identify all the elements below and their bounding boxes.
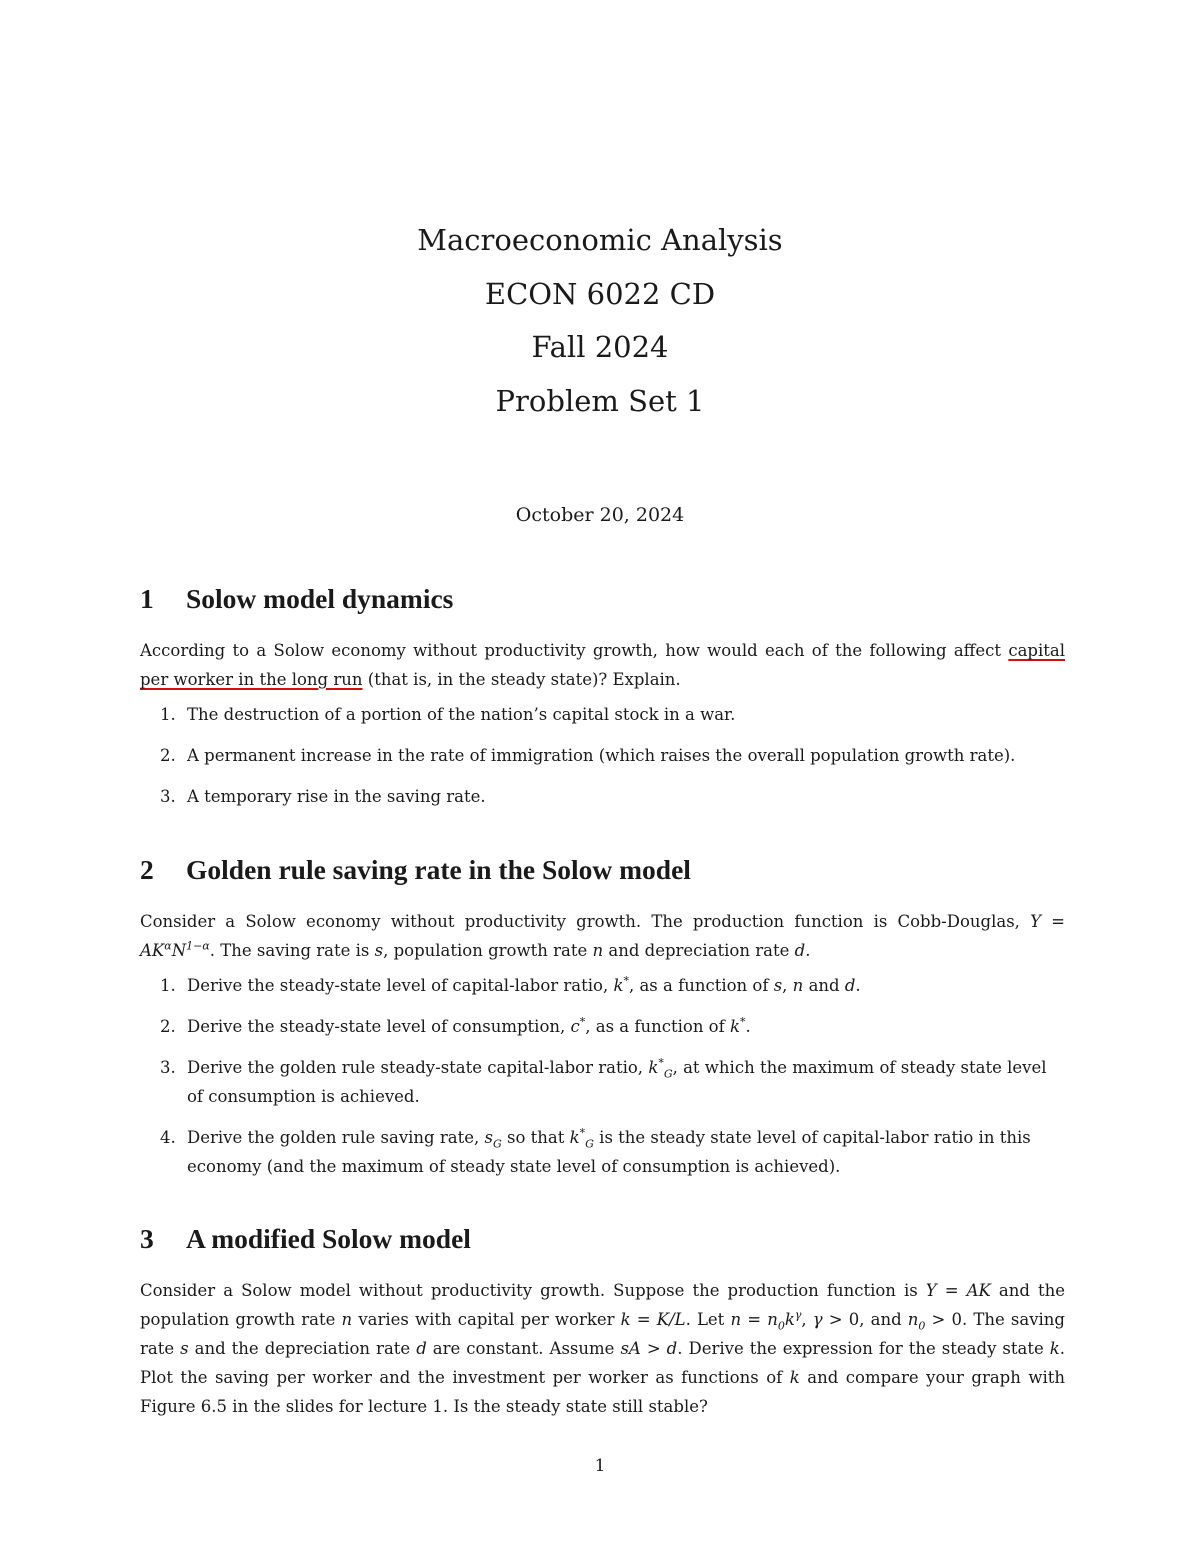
section-body: Consider a Solow model without productivity growth. Suppose the production function is Y = AK and the population growth rate n varies with capital per worker k = K/L. Let $n = n_0k^\gamma$, γ > 0, and $n_0 > 0$. The saving rate s and the depreciation rate d are constant. Assume sA > d. Derive the expression for the steady state k. Plot the saving per worker and the investment per worker as functions of k and compare your graph with Figure 6.5 in the slides for lecture 1. Is the steady state still stable?: [140, 1281, 1066, 1416]
list-item-text: Derive the golden rule saving rate,: [187, 1128, 480, 1147]
document-date: October 20, 2024: [515, 504, 685, 526]
section-title: Solow model dynamics: [186, 583, 454, 614]
underlined-phrase: capital per worker in the long run: [140, 641, 1065, 689]
list-item-text: and: [808, 976, 840, 995]
list-item-text: Derive the steady-state level of capital-labor ratio,: [187, 976, 609, 995]
intro-text: According to a Solow economy without productivity growth, how would each of the following affect: [140, 641, 1009, 660]
math-formula: k: [620, 1310, 631, 1329]
body-text: and the population growth rate: [140, 1281, 1065, 1329]
section-1: [140, 582, 1065, 823]
document-title: Macroeconomic Analysis: [417, 223, 783, 257]
math-var: d: [416, 1339, 427, 1358]
body-text: . The saving rate: [140, 1310, 1065, 1358]
list-item-text: A permanent increase in the rate of immigration (which raises the overall population growth rate).: [187, 746, 1016, 765]
list-item-text: so that: [507, 1128, 565, 1147]
section-intro: Consider a Solow economy without productivity growth. The production function is Cobb-Douglas, $Y = AK^\alpha N^{1-\alpha}$. The saving rate is s, population growth rate n and depreciation rate d.: [140, 912, 1065, 960]
math-var: s: [374, 941, 384, 960]
math-formula: $n_0k^\gamma$: [767, 1308, 802, 1333]
section-number: 2: [140, 854, 154, 885]
list-item-text: is the steady state level of capital-labor ratio in this economy (and the maximum of steady state level of consumption is achieved).: [187, 1128, 1031, 1176]
body-text: varies with capital per worker: [358, 1310, 615, 1329]
math-var: d: [794, 941, 806, 960]
math-var: s: [180, 1339, 189, 1358]
intro-text: (that is, in the steady state)? Explain.: [362, 670, 681, 689]
question-list: [140, 700, 1065, 811]
section-heading: [140, 582, 1065, 616]
math-formula: Y: [1030, 912, 1041, 931]
intro-text: . The saving rate is: [209, 941, 370, 960]
section-intro: [140, 636, 1065, 694]
list-item-text: Derive the steady-state level of consumption,: [187, 1017, 566, 1036]
list-item-text: The destruction of a portion of the nation’s capital stock in a war.: [187, 705, 736, 724]
body-text: and compare your graph with Figure 6.5 in the slides for lecture 1. Is the steady state still stable?: [140, 1368, 1066, 1416]
list-item: 4. Derive the golden rule saving rate, $s_G$ so that $k^*_G$ is the steady state level of capital-labor ratio in this economy (and the maximum of steady state level of consumption is achieved).: [160, 1126, 1031, 1176]
intro-text: and depreciation rate: [608, 941, 790, 960]
math-var: $s_G$: [484, 1128, 502, 1151]
intro-text: , population growth rate: [383, 941, 588, 960]
section-title: Golden rule saving rate in the Solow model: [186, 854, 691, 885]
section-number: 1: [140, 583, 154, 614]
math-formula: K/L: [656, 1310, 686, 1329]
math-var: $k^*_G$: [648, 1056, 673, 1081]
math-var: c*: [570, 1015, 586, 1036]
question-list: [140, 971, 1065, 1181]
math-var: n: [592, 941, 604, 960]
list-item-text: , at which the maximum of steady state level of consumption is achieved.: [187, 1058, 1047, 1106]
math-var: $k^*_G$: [569, 1126, 594, 1151]
list-item: 2. Derive the steady-state level of consumption, c*, as a function of k*.: [160, 1015, 751, 1036]
term: Fall 2024: [531, 330, 669, 364]
list-item-text: , as a function of: [628, 976, 769, 995]
list-item: 1. Derive the steady-state level of capital-labor ratio, k*, as a function of s, n and d.: [160, 974, 861, 995]
section-number: 3: [140, 1223, 154, 1254]
list-item-text: , as a function of: [585, 1017, 725, 1036]
math-var: k*: [729, 1015, 746, 1036]
math-var: n: [792, 976, 804, 995]
math-var: k*: [613, 974, 629, 995]
body-text: Consider a Solow model without productivity growth. Suppose the production function is: [140, 1281, 918, 1300]
list-item-text: A temporary rise in the saving rate.: [187, 787, 486, 806]
body-text: , and: [859, 1310, 902, 1329]
course-code: ECON 6022 CD: [484, 276, 716, 311]
list-item: 1. The destruction of a portion of the nation’s capital stock in a war.: [160, 705, 736, 724]
math-formula: γ: [812, 1310, 823, 1329]
math-formula: sA: [620, 1339, 641, 1358]
intro-text: Consider a Solow economy without productivity growth. The production function is Cobb-Douglas,: [140, 912, 1020, 931]
math-formula: $n_0$: [907, 1310, 926, 1333]
math-var: d: [666, 1339, 678, 1358]
body-text: . Plot the saving per worker and the investment per worker as functions of: [140, 1339, 1065, 1387]
list-item: 2. A permanent increase in the rate of immigration (which raises the overall population growth rate).: [160, 746, 1016, 765]
math-formula: $AK^\alpha N^{1-\alpha}$: [140, 939, 210, 960]
list-item-text: Derive the golden rule steady-state capital-labor ratio,: [187, 1058, 644, 1077]
math-var: k: [1049, 1339, 1060, 1358]
math-formula: Y: [925, 1281, 937, 1300]
math-var: k: [789, 1368, 800, 1387]
section-heading: [140, 853, 1065, 887]
section-3: [140, 1222, 1065, 1421]
section-2: [140, 853, 1065, 1193]
body-text: are constant. Assume: [432, 1339, 615, 1358]
title-block: [0, 214, 1200, 428]
math-formula: n: [730, 1310, 742, 1329]
assignment-title: Problem Set 1: [495, 383, 705, 418]
section-heading: [140, 1222, 1065, 1256]
list-item: 3. A temporary rise in the saving rate.: [160, 787, 486, 806]
math-formula: AK: [966, 1281, 991, 1300]
body-text: . Derive the expression for the steady state: [677, 1339, 1044, 1358]
math-var: s: [773, 976, 783, 995]
body-text: . Let: [685, 1310, 725, 1329]
section-title: A modified Solow model: [186, 1223, 471, 1254]
list-item: 3. Derive the golden rule steady-state capital-labor ratio, $k^*_G$, at which the maximum of steady state level of consumption is achieved.: [160, 1056, 1047, 1106]
math-var: n: [341, 1310, 353, 1329]
math-var: d: [844, 976, 856, 995]
body-text: and the depreciation rate: [194, 1339, 411, 1358]
page-number: 1: [594, 1456, 606, 1476]
